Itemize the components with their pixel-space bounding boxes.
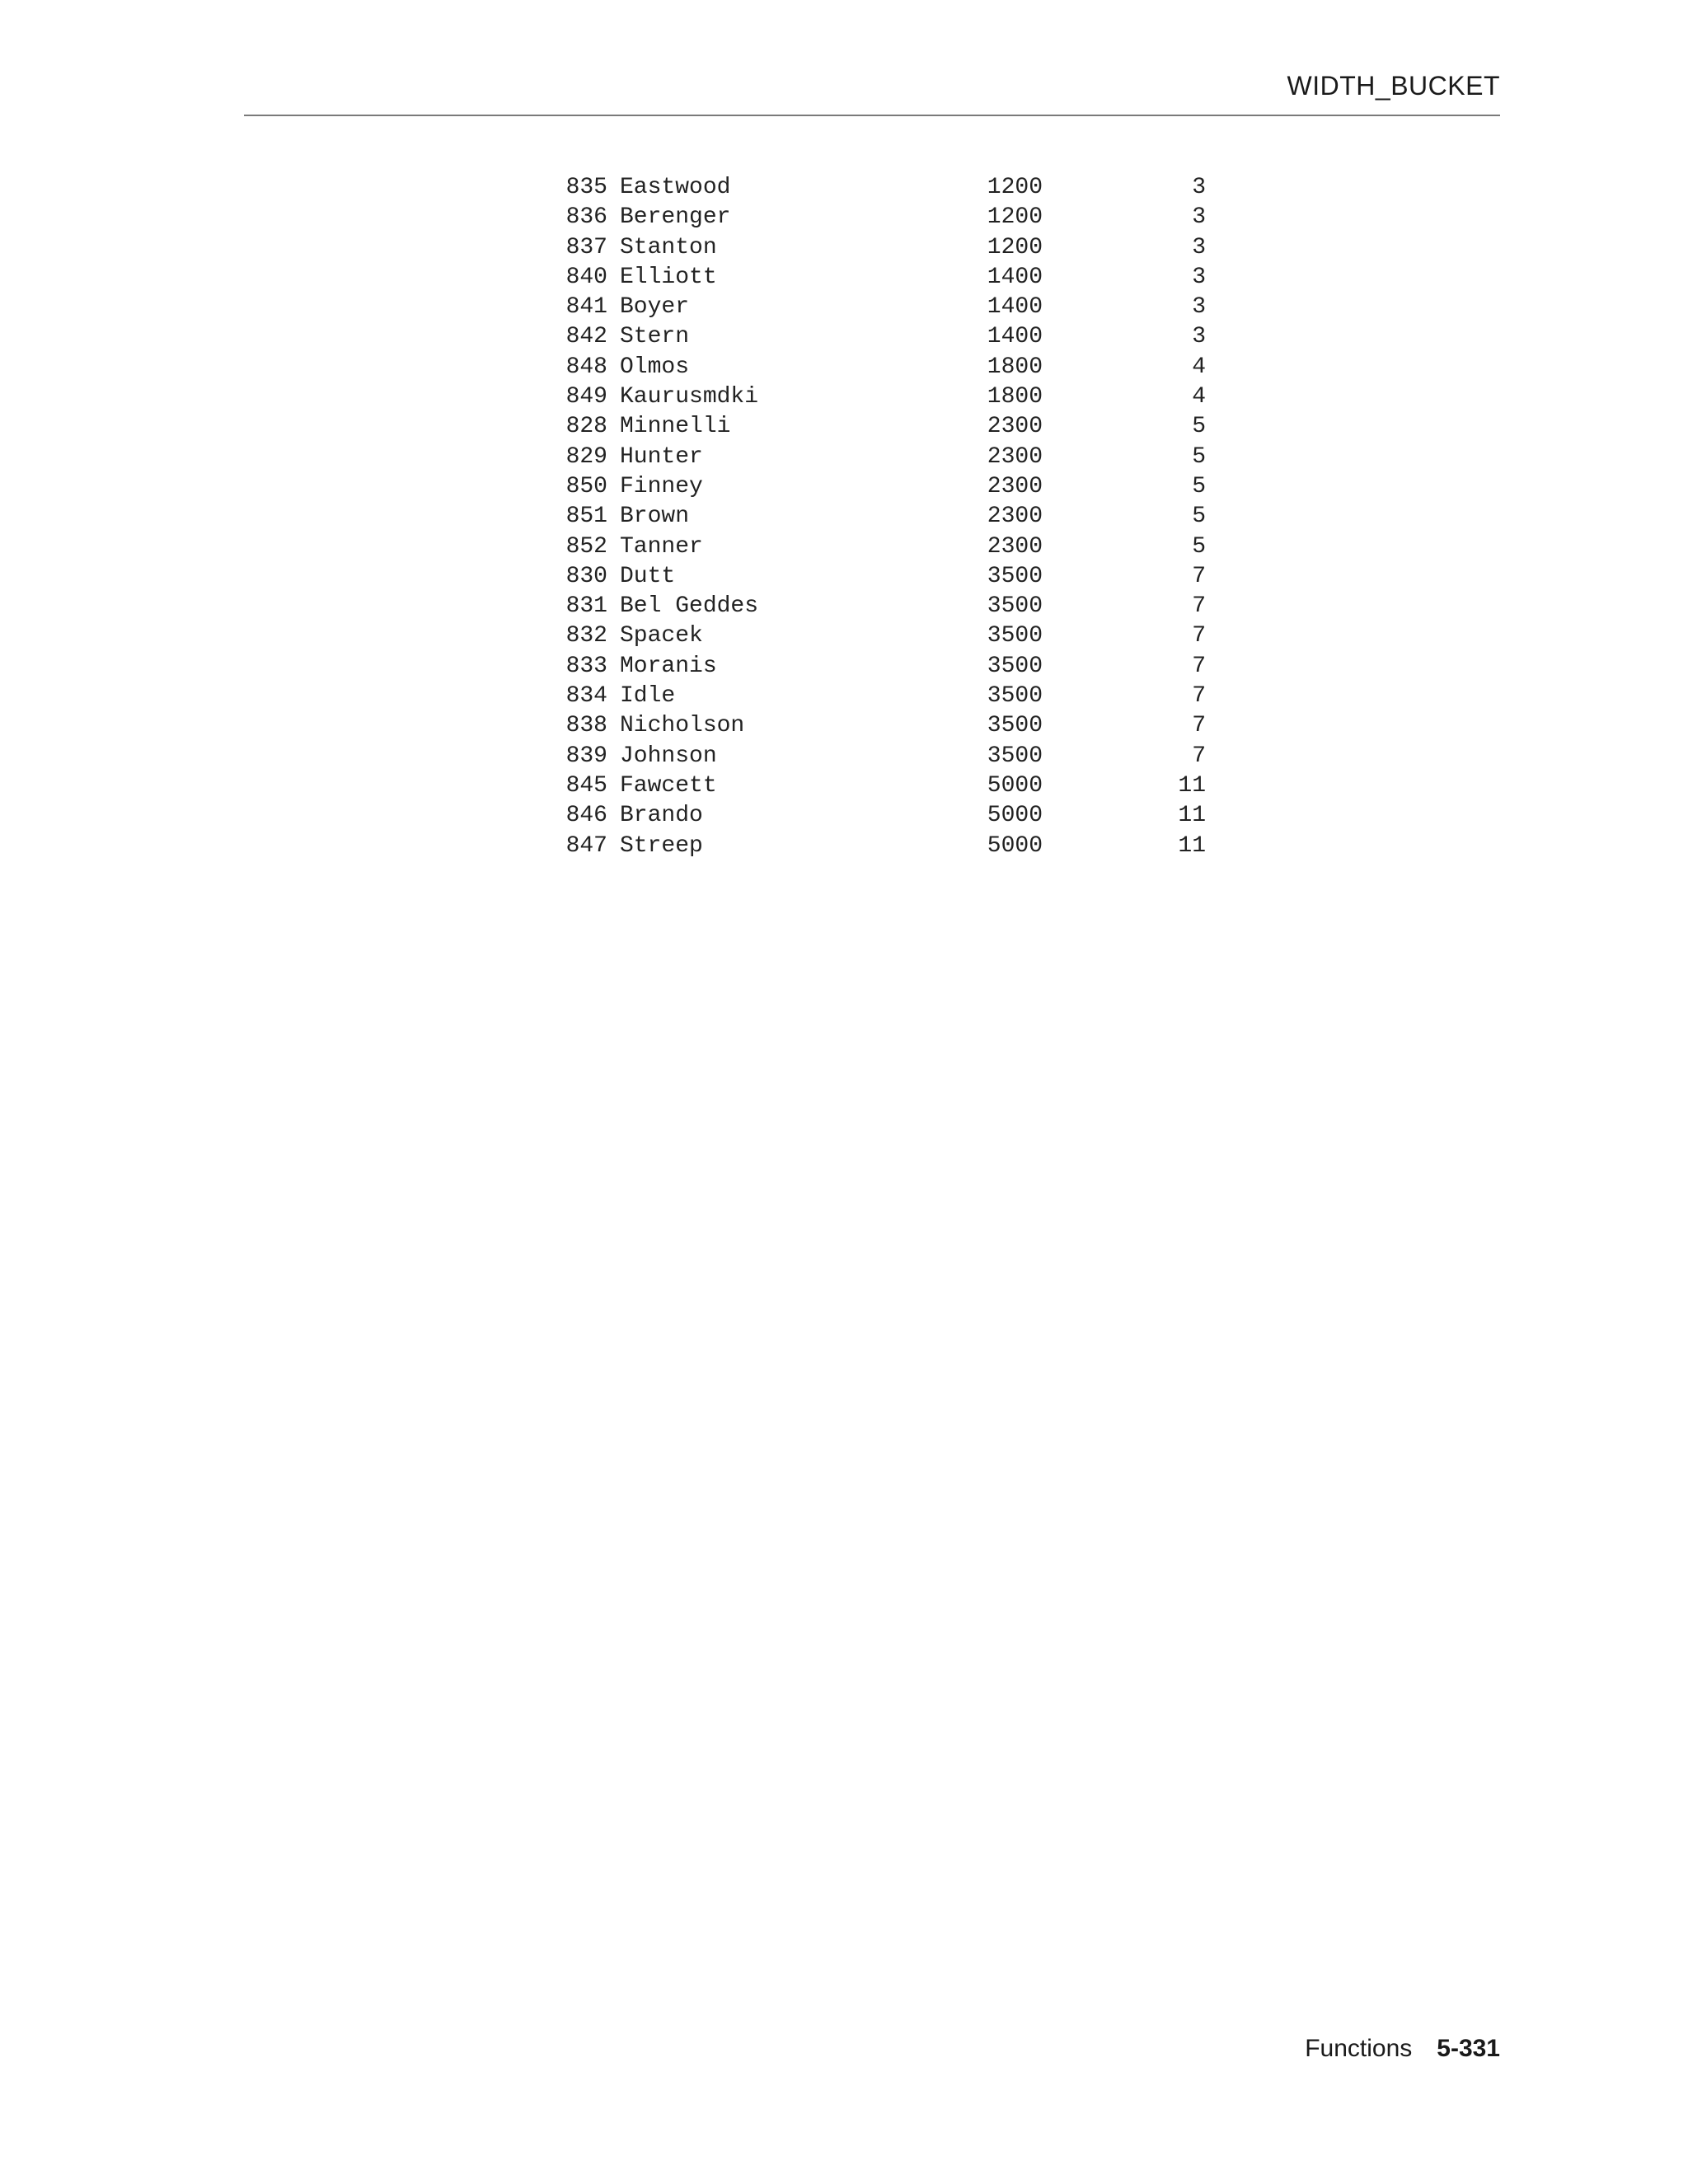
output-row bbox=[558, 382, 1206, 412]
row-salary: 2300 bbox=[987, 533, 1043, 560]
row-bucket: 3 bbox=[1192, 175, 1206, 200]
row-salary: 3500 bbox=[987, 713, 1043, 739]
row-name: Hunter bbox=[620, 443, 703, 470]
output-row bbox=[558, 652, 1206, 682]
row-name: Minnelli bbox=[620, 414, 731, 440]
row-bucket: 7 bbox=[1192, 593, 1206, 620]
row-salary: 5000 bbox=[987, 803, 1043, 829]
row-id: 840 bbox=[565, 264, 607, 290]
output-row bbox=[558, 562, 1206, 592]
row-id: 849 bbox=[565, 384, 607, 410]
row-id: 839 bbox=[565, 743, 607, 769]
row-id: 851 bbox=[565, 504, 607, 530]
row-id: 835 bbox=[565, 175, 607, 200]
row-name: Stanton bbox=[620, 234, 717, 260]
row-id: 831 bbox=[565, 593, 607, 620]
row-id: 841 bbox=[565, 294, 607, 321]
row-id: 830 bbox=[565, 563, 607, 589]
row-bucket: 5 bbox=[1192, 473, 1206, 499]
row-salary: 2300 bbox=[987, 504, 1043, 530]
row-salary: 3500 bbox=[987, 653, 1043, 679]
row-bucket: 3 bbox=[1192, 234, 1206, 260]
row-salary: 1200 bbox=[987, 175, 1043, 200]
output-row bbox=[558, 173, 1206, 203]
row-salary: 1200 bbox=[987, 204, 1043, 231]
row-name: Finney bbox=[620, 473, 703, 499]
running-head-title: WIDTH_BUCKET bbox=[1287, 71, 1500, 101]
output-row bbox=[558, 353, 1206, 382]
row-salary: 2300 bbox=[987, 414, 1043, 440]
output-row bbox=[558, 203, 1206, 232]
row-bucket: 7 bbox=[1192, 653, 1206, 679]
row-bucket: 11 bbox=[1178, 772, 1206, 799]
row-salary: 3500 bbox=[987, 563, 1043, 589]
output-row bbox=[558, 293, 1206, 322]
row-name: Moranis bbox=[620, 653, 717, 679]
row-salary: 5000 bbox=[987, 832, 1043, 859]
output-row bbox=[558, 832, 1206, 861]
output-row bbox=[558, 592, 1206, 621]
output-row bbox=[558, 233, 1206, 263]
row-name: Berenger bbox=[620, 204, 731, 231]
footer-page-number: 5-331 bbox=[1437, 2035, 1500, 2062]
row-name: Streep bbox=[620, 832, 703, 859]
output-row bbox=[558, 711, 1206, 741]
row-bucket: 7 bbox=[1192, 743, 1206, 769]
row-id: 850 bbox=[565, 473, 607, 499]
row-salary: 1400 bbox=[987, 294, 1043, 321]
output-row bbox=[558, 502, 1206, 532]
row-name: Eastwood bbox=[620, 175, 731, 200]
row-bucket: 3 bbox=[1192, 294, 1206, 321]
output-row bbox=[558, 682, 1206, 711]
row-bucket: 5 bbox=[1192, 533, 1206, 560]
row-salary: 3500 bbox=[987, 683, 1043, 710]
output-row bbox=[558, 443, 1206, 472]
row-bucket: 5 bbox=[1192, 504, 1206, 530]
row-name: Brown bbox=[620, 504, 690, 530]
row-bucket: 7 bbox=[1192, 713, 1206, 739]
row-bucket: 3 bbox=[1192, 324, 1206, 350]
row-id: 846 bbox=[565, 803, 607, 829]
row-bucket: 3 bbox=[1192, 204, 1206, 231]
row-salary: 1800 bbox=[987, 354, 1043, 380]
row-bucket: 7 bbox=[1192, 683, 1206, 710]
page-footer bbox=[1305, 2036, 1500, 2061]
row-bucket: 7 bbox=[1192, 623, 1206, 649]
row-salary: 1400 bbox=[987, 264, 1043, 290]
output-row bbox=[558, 322, 1206, 352]
row-id: 847 bbox=[565, 832, 607, 859]
row-id: 837 bbox=[565, 234, 607, 260]
row-name: Nicholson bbox=[620, 713, 745, 739]
output-row bbox=[558, 621, 1206, 651]
row-salary: 2300 bbox=[987, 473, 1043, 499]
output-row bbox=[558, 801, 1206, 831]
row-name: Tanner bbox=[620, 533, 703, 560]
row-bucket: 3 bbox=[1192, 264, 1206, 290]
row-salary: 3500 bbox=[987, 743, 1043, 769]
row-id: 829 bbox=[565, 443, 607, 470]
row-bucket: 11 bbox=[1178, 832, 1206, 859]
row-id: 848 bbox=[565, 354, 607, 380]
row-name: Fawcett bbox=[620, 772, 717, 799]
row-id: 842 bbox=[565, 324, 607, 350]
row-id: 834 bbox=[565, 683, 607, 710]
row-bucket: 4 bbox=[1192, 354, 1206, 380]
row-id: 845 bbox=[565, 772, 607, 799]
header-rule bbox=[244, 115, 1500, 116]
row-name: Bel Geddes bbox=[620, 593, 759, 620]
row-bucket: 4 bbox=[1192, 384, 1206, 410]
row-id: 852 bbox=[565, 533, 607, 560]
row-bucket: 5 bbox=[1192, 443, 1206, 470]
row-name: Stern bbox=[620, 324, 690, 350]
row-name: Olmos bbox=[620, 354, 690, 380]
row-id: 833 bbox=[565, 653, 607, 679]
output-row bbox=[558, 771, 1206, 801]
query-output-block bbox=[558, 173, 1206, 861]
row-name: Dutt bbox=[620, 563, 676, 589]
row-name: Brando bbox=[620, 803, 703, 829]
row-id: 832 bbox=[565, 623, 607, 649]
row-id: 838 bbox=[565, 713, 607, 739]
row-name: Elliott bbox=[620, 264, 717, 290]
row-id: 836 bbox=[565, 204, 607, 231]
row-salary: 5000 bbox=[987, 772, 1043, 799]
row-salary: 1400 bbox=[987, 324, 1043, 350]
row-name: Idle bbox=[620, 683, 676, 710]
output-row bbox=[558, 412, 1206, 442]
row-name: Johnson bbox=[620, 743, 717, 769]
row-id: 828 bbox=[565, 414, 607, 440]
row-name: Boyer bbox=[620, 294, 690, 321]
footer-section-name: Functions bbox=[1305, 2035, 1413, 2062]
row-name: Kaurusmdki bbox=[620, 384, 759, 410]
row-bucket: 5 bbox=[1192, 414, 1206, 440]
row-salary: 3500 bbox=[987, 623, 1043, 649]
row-salary: 3500 bbox=[987, 593, 1043, 620]
row-salary: 1200 bbox=[987, 234, 1043, 260]
row-bucket: 7 bbox=[1192, 563, 1206, 589]
output-row bbox=[558, 472, 1206, 502]
output-row bbox=[558, 263, 1206, 293]
output-row bbox=[558, 742, 1206, 771]
row-bucket: 11 bbox=[1178, 803, 1206, 829]
row-name: Spacek bbox=[620, 623, 703, 649]
row-salary: 2300 bbox=[987, 443, 1043, 470]
output-row bbox=[558, 532, 1206, 562]
row-salary: 1800 bbox=[987, 384, 1043, 410]
